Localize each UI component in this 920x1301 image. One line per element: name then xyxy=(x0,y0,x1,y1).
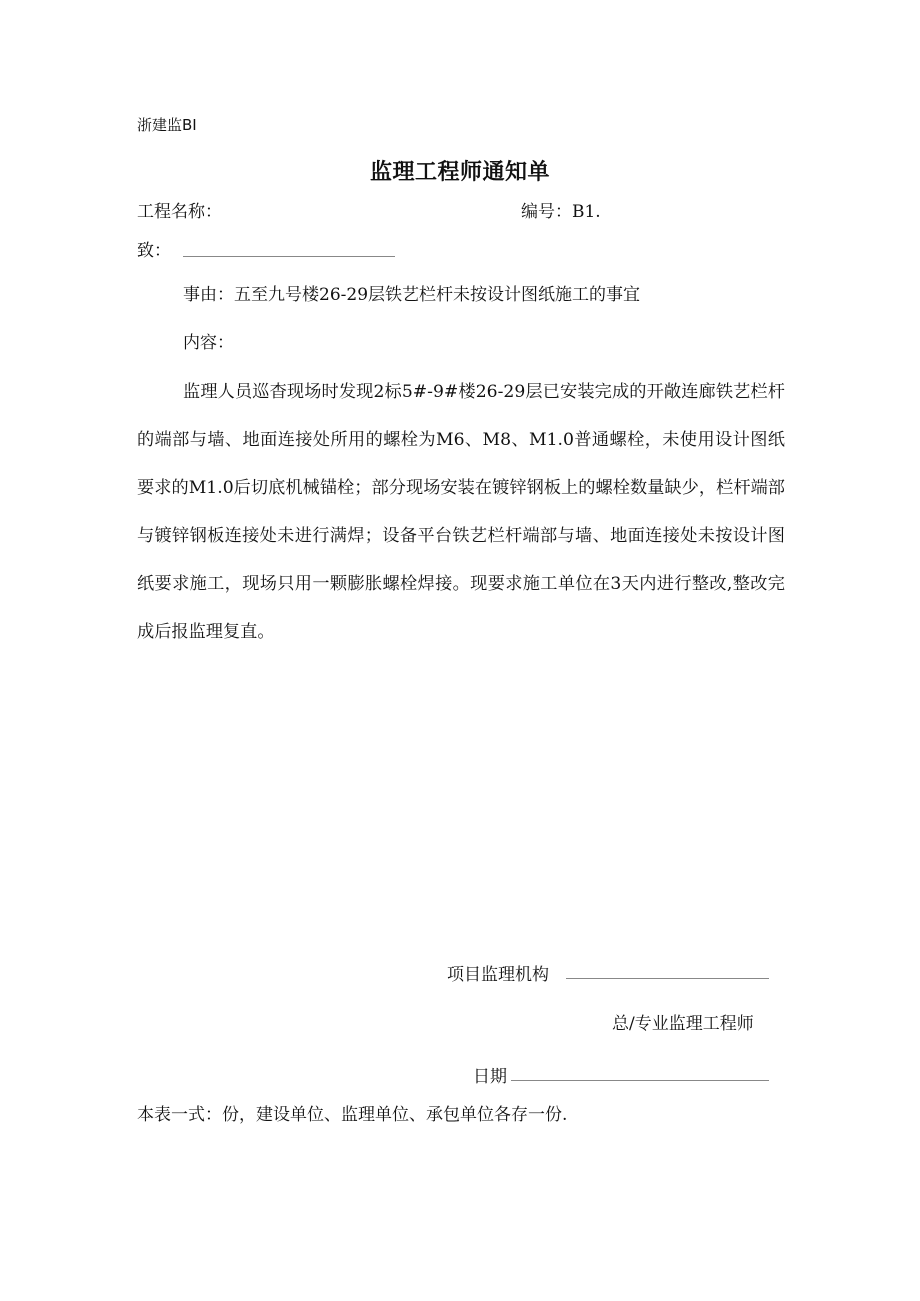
footer-note: 本表一式：份，建设单位、监理单位、承包单位各存一份. xyxy=(137,1105,568,1125)
engineer-signature-label: 总/专业监理工程师 xyxy=(612,1014,754,1034)
date-label: 日期 xyxy=(473,1067,507,1087)
document-title: 监理工程师通知单 xyxy=(369,160,550,185)
supervision-org-blank-line xyxy=(566,978,769,979)
date-blank-line xyxy=(511,1080,769,1081)
form-code: 浙建监BI xyxy=(137,116,197,134)
recipient-blank-line xyxy=(183,256,395,257)
content-label: 内容： xyxy=(183,333,234,353)
recipient-label: 致： xyxy=(137,241,171,261)
supervision-org-label: 项目监理机构 xyxy=(447,965,549,985)
project-name-label: 工程名称： xyxy=(137,202,222,222)
document-number-label: 编号：B1. xyxy=(521,202,601,222)
reason-line: 事由：五至九号楼26-29层铁艺栏杆未按设计图纸施工的事宜 xyxy=(183,285,641,305)
content-body: 监理人员巡杳现场时发现2标5#-9#楼26-29层已安装完成的开敞连廊铁艺栏杆的端部与墙、地面连接处所用的螺栓为M6、M8、M1.0普通螺栓，未使用设计图纸要求的M1.0后切底机械锚栓；部分现场安装在镀锌钢板上的螺栓数量缺少，栏杆端部与镀锌钢板连接处未进行满焊；设备平台铁艺栏杆端部与墙、地面连接处未按设计图纸要求施工，现场只用一颗膨胀螺栓焊接。现要求施工单位在3天内进行整改,整改完成后报监理复直。 xyxy=(137,382,785,642)
